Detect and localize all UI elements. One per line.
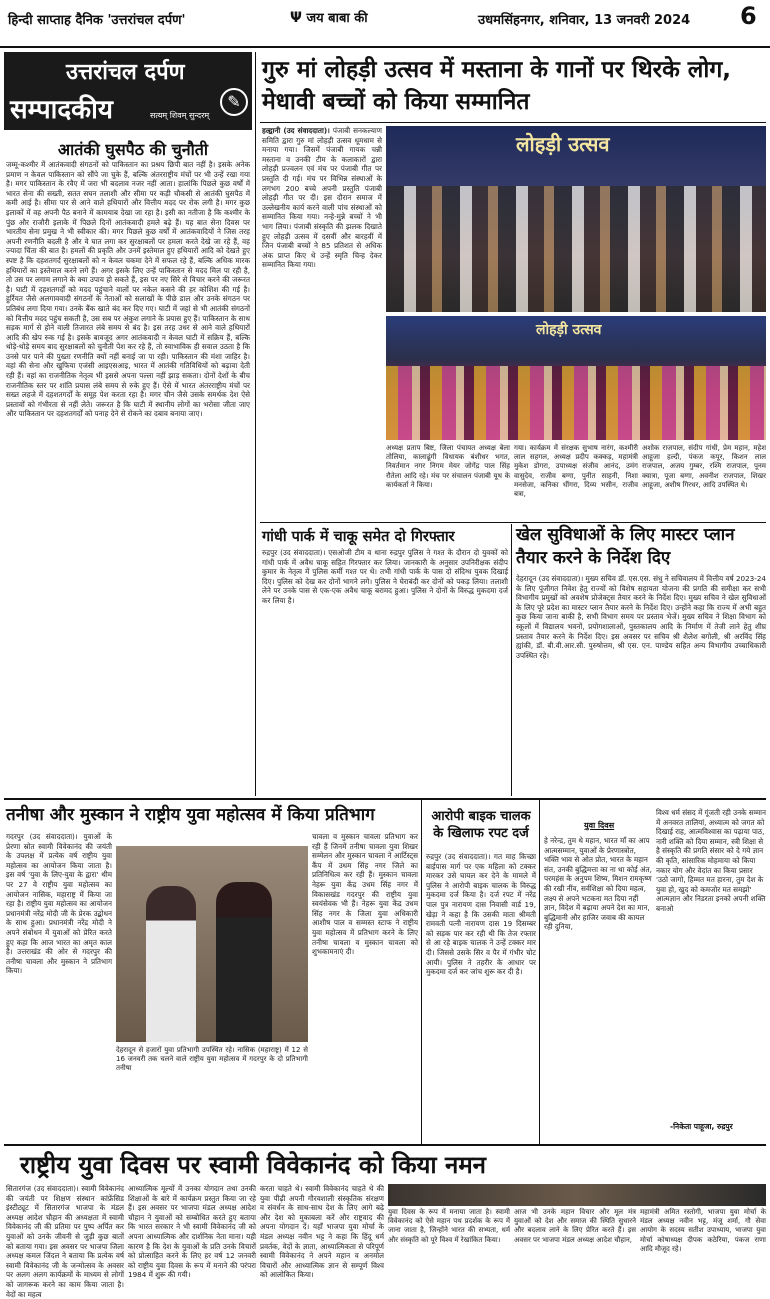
lohri-caption-3: अशोक राजपाल, संदीप गांधी, प्रेम महान, महेश आहूजा हल्दी, पंकज कपूर, किशन लाल राजपाल, अजय गुम्बर, रश्मि राजपाल, पूनम क्वात्रा, पूजा बग्गा, अवनीश राजपाल, शिखर आहूजा, अशीष गिरधर, आदि उपस्थित थे।	[642, 444, 766, 489]
lohri-body	[262, 126, 382, 520]
divider	[421, 800, 422, 1144]
lohri-caption-2: गया। कार्यक्रम में संरक्षक सुभाष नारंग, कश्मीरी लाल सहगल, अध्यक्ष प्रदीप कक्कड़, महामंत्री मुकेश डोगरा, उपाध्यक्ष संजीव आनंद, उमंग वासुदेव, राजीव बग्गा, पुनीत साहनी, निशा मनसेजा, कनिका धींगरा, दिव्य भसीन, राजीव बत्रा,	[514, 444, 638, 499]
sports-body: देहरादून (उद संवाददाता)। मुख्य सचिव डॉ. एस.एस. संधु ने सचिवालय में वित्तीय वर्ष 2023-24 के लिए पूंजीगत निवेश हेतु राज्यों को विशेष सहायता योजना की प्रगति की समीक्षा कर सभी विभागीय प्रमुखों को अवशेष प्रोजेक्ट्स तैयार करने के निर्देश दिए। मुख्य सचिव ने खेल सुविधाओं के लिए पूरे प्रदेश का मास्टर प्लान तैयार करने के निर्देश दिए। उन्होंने कहा कि राज्य में अभी बहुत कुछ किया जाना बाकी है, सभी विभाग समय पर प्रस्ताव भेजें। मुख्य सचिव ने शिक्षा विभाग को स्कूलों में विद्यालय भवनों, प्रयोगशालाओं, पुस्तकालय आदि के निर्माण में तेजी लाने हेतु शीघ्र प्रस्ताव तैयार करने के निर्देश दिए। इस अवसर पर सचिव श्री शैलेश बगोली, श्री अरविंद सिंह ह्यांकी, डॉ. बी.वी.आर.सी. पुरुषोत्तम, श्री एस. एन. पाण्डेय सहित अन्य विभागीय उच्चाधिकारी उपस्थित रहे।	[516, 574, 766, 660]
yuva-body: गदरपुर (उद संवाददाता)। युवाओं के प्रेरणा स्रोत स्वामी विवेकानंद की जयंती के उपलक्ष में प्रत्येक वर्ष राष्ट्रीय युवा महोत्सव का आयोजन किया जाता है। इस वर्ष 'युवा के लिए-युवा के द्वारा' थीम पर 27 वे राष्ट्रीय युवा महोत्सव का आयोजन नासिक, महाराष्ट्र में किया जा रहा है। राष्ट्रीय युवा महोत्सव का आयोजन प्रधानमंत्री नरेंद्र मोदी जी के प्रेरक उद्बोधन के साथ हुआ। प्रधानमंत्री नरेंद्र मोदी ने अपने संबोधन में युवाओं को प्रेरित करते हुए कहा कि आज भारत का अमृत काल है। उत्तराखंड की ओर से गदरपुर की तनीषा चावला और मुस्कान ने प्रतिभाग किया।	[6, 832, 112, 976]
divider	[260, 522, 766, 523]
lohri-photo-bottom	[386, 316, 766, 440]
editorial-brand: उत्तरांचल दर्पण	[66, 60, 185, 85]
paper-name: हिन्दी साप्ताह दैनिक 'उत्तरांचल दर्पण'	[8, 13, 186, 28]
vivekananda-col1: सितारगंज (उद संवाददाता)। स्वामी विवेकानंद की जयंती पर शिक्षण संस्थान कांफ्रेंसिड इंस्टीट्यूट में सितारगंज भाजपा के मंडल अध्यक्ष आदेश चौहान की अध्यक्षता में स्वामी विवेकानंद जी की प्रतिमा पर पुष्प अर्पित कर युवाओं को उनके जीवनी से जुड़ी कुछ बातों को बताया गया। इस अवसर पर भाजपा जिला अध्यक्ष कमल जिंदल ने बताया कि प्रत्येक वर्ष स्वामी विवेकानंद जी के जन्मोत्सव के अवसर पर अलग अलग कार्यक्रमों के माध्यम से लोगों को जागरूक करने का काम किया जाता है। वेदों का महत्व	[6, 1184, 124, 1299]
quill-icon: ✎	[220, 88, 248, 116]
knife-headline: गांधी पार्क में चाकू समेत दो गिरफ्तार	[262, 529, 455, 545]
bike-headline: आरोपी बाइक चालक के खिलाफ रपट दर्ज	[431, 809, 531, 841]
place-date: उधमसिंहनगर, शनिवार, 13 जनवरी 2024	[478, 13, 691, 28]
participant-right	[216, 882, 272, 1042]
poem-title: युवा दिवस	[584, 821, 615, 830]
divider	[255, 52, 256, 796]
vivekananda-caption-1: युवा दिवस के रूप में मनाया जाता है। स्वामी विवेकानंद को ऐसे महान पथ प्रदर्शक के रूप में जाना जाता है, जिन्होंने भारत की सभ्यता, धर्म और संस्कृति को पूरे विश्व में रेखांकित किया।	[388, 1208, 510, 1244]
dancers	[386, 366, 766, 440]
yuva-headline: तनीषा और मुस्कान ने राष्ट्रीय युवा महोत्सव में किया प्रतिभाग	[6, 805, 375, 825]
knife-body: रुद्रपुर (उद संवाददाता)। एसओजी टीम व थाना रुद्रपुर पुलिस ने गश्त के दौरान दो युवकों को गांधी पार्क में अवैध चाकू सहित गिरफ्तार कर लिया। जानकारी के अनुसार उपनिरीक्षक संदीप कुमार के नेतृत्व में पुलिस कर्मी गश्त पर थे। तभी गांधी पार्क के पास दो संदिग्ध युवक दिखाई दिए। पुलिस को देख कर दोनों भागने लगे। पुलिस ने घेराबंदी कर दोनों को पकड़ लिया। तलाशी लेने पर उनके पास से एक-एक अवैध चाकू बरामद हुआ। पुलिस ने दोनों के विरुद्ध मुकदमा दर्ज कर लिया है।	[262, 548, 508, 605]
page-number: 6	[740, 2, 757, 30]
lohri-body-text: पंजाबी सनकल्याण समिति द्वारा गुरु मां लोहड़ी उत्सव धूमधाम से मनाया गया। जिसमें पंजाबी गायक चन्नी मस्ताना व उनकी टीम के कलाकारों द्वारा लोहड़ी प्रज्वलन एवं मंच पर पंजाबी गीत पर प्रस्तुति दी गई। मंच पर विभिन्न संस्थाओं के लगभग 200 बच्चे अपनी प्रस्तुति पंजाबी लोहड़ी गीत पर दी। इस दौरान समाज में उल्लेखनीय कार्य करने वाली पांच संस्थाओं को सम्मानित किया गया। नन्हे-मुन्ने बच्चों ने भी भाग लिया। पंजाबी संस्कृति की झलक दिखाते हुए लोहड़ी उत्सव में दसवीं और बारहवीं में जिन पंजाबी बच्चों ने 85 प्रतिशत से अधिक अंक प्राप्त किए थे उन्हें स्मृति चिन्ह देकर सम्मानित किया गया।	[262, 126, 382, 270]
lohri-caption-1: अध्यक्ष प्रताप बिष्ट, जिला पंचायत अध्यक्ष बेला तोलिया, कालाढूंगी विधायक बंशीधर भगत, निवर्तमान नगर निगम मेयर जोगेंद्र पाल सिंह रौतेला आदि रहे। मंच पर संचालन पंजाबी यूथ के कार्यकर्ता ने किया।	[386, 444, 510, 489]
vivekananda-caption-3: महामंत्री अमित रस्तोगी, भाजपा युवा मोर्चा के मंडल अध्यक्ष नवीन भट्ट, मंजू शर्मा, गौ सेवा आयोग के सदस्य सतीश उपाध्याय, भाजपा युवा मोर्चा कोषाध्यक्ष दीपक कठेरिया, पंकज राणा आदि मौजूद रहे।	[640, 1208, 766, 1253]
vivekananda-photo	[388, 1184, 766, 1206]
vivekananda-headline: राष्ट्रीय युवा दिवस पर स्वामी विवेकानंद को किया नमन	[20, 1151, 486, 1179]
editorial-body: जम्मू-कश्मीर में आतंकवादी संगठनों को पाकिस्तान का प्रश्रय छिपी बात नहीं है। इसके अनेक प्रमाण न केवल पाकिस्तान को सौंपे जा चुके हैं, बल्कि अंतरराष्ट्रीय मंचों पर भी उन्हें रखा गया है। मगर पाकिस्तान के रवैए में जरा भी बदलाव नजर नहीं आता। हालांकि पिछले कुछ वर्षों में भारत सेना की सख्ती, सतत सघन तलाशी और सीमा पर कड़ी चौकसी से आतंकी घुसपैठ में कमी आई है। सीमा पार से आने वाले हथियारों और वित्तीय मदद पर रोक लगी है। मगर कुछ इलाकों में वह अपनी पैठ बनाने में कामयाब देखा जा रहा है। इसी का नतीजा है कि कश्मीर के पुंछ और राजौरी इलाके में पिछले दिनों आतंकवादी हमले बढ़े हैं। यह बात सेना दिवस पर भारतीय सेना प्रमुख ने भी स्वीकार की। मगर पिछले कुछ वर्षों में आतंकवादियों ने जिस तरह अपनी रणनीति बदली है और वे घात लगा कर सुरक्षाबलों पर हमला करते देखे जा रहे हैं, वह ज्यादा चिंता की बात है। हमलों की प्रकृति और उनमें इस्तेमाल हुए हथियारों आदि को देखते हुए स्पष्ट है कि दहशतगर्द सुरक्षाबलों को न केवल चकमा देने में सफल रहे हैं, बल्कि अधिक मारक हथियारों का इस्तेमाल करने लगे हैं। अगर इसके लिए उन्हें पाकिस्तान से मदद मिल पा रही है, तो उस पर लगाम लगाने के क्या उपाय हो सकते हैं, इस पर नए सिरे से विचार करने की जरूरत है। घाटी में दहशतगर्दों को मदद पहुंचाने वालों पर नकेल कसने की हर कोशिश की गई है। हुर्रियत जैसे अलगाववादी संगठनों के नेताओं को सलाखों के पीछे डाल और उनके संगठन पर प्रतिबंध लगा दिया गया। उनके बैंक खाते बंद कर दिए गए। घाटी में जहां से भी आतंकी संगठनों को वित्तीय मदद पहुंच सकती है, उस सब पर अंकुश लगाने के प्रयास हुए हैं। पाकिस्तान के साथ सड़क मार्ग से होने वाली तिजारत लंबे समय से बंद है। इस तरह उधर से आने वाले हथियारों आदि की खेप रुक गई है। इसके बावजूद अगर आतंकवादी न केवल घाटी में सक्रिय हैं, बल्कि थोड़े-थोड़े समय बाद सुरक्षाबलों को चुनौती पेश कर रहे हैं, तो स्वाभाविक ही सवाल उठता है कि उनसे पार पाने की पुख्ता रणनीति क्यों नहीं बनाई जा पा रही। पाकिस्तान की मंशा जाहिर है। वहां की सेना और खुफिया एजंसी आइएसआइ, भारत में आतंकी गतिविधियों को बढ़ावा देती रही हैं। वहां का राजनीतिक नेतृत्व भी इससे अपना पल्ला नहीं झाड़ सकता। दोनों देशों के बीच राजनीतिक स्तर पर शांति प्रयास लंबे समय से रुके हुए हैं। ऐसे में भारत अंतरराष्ट्रीय मंचों पर सख्त लहजे में दहशतगर्दों के समूह पेश करता रहा है। मगर चीन जैसे उसके समर्थक देश ऐसे प्रस्तावों को गंभीरता से नहीं लेते। जरूरत है कि घाटी में स्थानीय लोगों का भरोसा जीता जाए और पाकिस्तान पर दहशतगर्दों को पनाह देने से रोकने का दबाव बनाया जाए।	[6, 160, 250, 419]
bike-body: रुद्रपुर (उद संवाददाता)। गत माह किच्छा बाईपास मार्ग पर एक महिला को टक्कर मारकर उसे घायल कर देने के मामले में पुलिस ने आरोपी बाइक चालक के विरुद्ध मुकदमा दर्ज किया है। दर्ज रपट में नरेंद्र पाल पुत्र नारायण दास निवासी वार्ड 19, खेड़ा ने कहा है कि उसकी माता श्रीमती रामवती पत्नी नारायण दास 19 दिसम्बर को सड़क पार कर रही थी कि तेज रफ्तार से आ रहे बाइक चालक ने उन्हें टक्कर मार दी। जिससे उसके सिर व पैर में गंभीर चोट आयी। पुलिस ने तहरीर के आधार पर मुकदमा दर्ज कर जांच शुरू कर दी है।	[426, 852, 536, 977]
editorial-headline: आतंकी घुसपैठ की चुनौती	[57, 140, 209, 159]
vivekananda-col2: आध्यात्मिक मूल्यों में उनका योगदान तथा उनकी शिक्षाओं के बारे में कार्यक्रम प्रस्तुत किया जा रहे हैं। इस अवसर पर भाजपा मंडल अध्यक्ष आदेश चौहान ने युवाओं को सम्बोधित करते हुए बताया कि भारत सरकार ने भी स्वामी विवेकानंद जी को अपना आध्यात्मिक और दार्शनिक नेता माना। यही कारण है कि देश के युवाओं के प्रति उनके विचारों को प्रोत्साहित करने के लिए हर वर्ष 12 जनवरी को राष्ट्रीय युवा दिवस के रूप में मनाने की परंपरा 1984 में शुरू की गयी।	[128, 1184, 256, 1280]
editorial-tagline: सत्यम् शिवम् सुन्दरम्	[150, 111, 210, 120]
divider	[539, 800, 540, 1144]
yuva-photo-caption: देहरादून से हजारों युवा प्रतिभागी उपस्थित रहे। नासिक (महाराष्ट्र) में 12 से 16 जनवरी तक चलने वाले राष्ट्रीय युवा महोत्सव में गदरपुर के दो प्रतिभागी तनीषा	[116, 1046, 308, 1073]
divider	[4, 1144, 766, 1146]
editorial-box	[4, 52, 252, 130]
lohri-dateline: हल्द्वानी (उद संवाददाता)।	[262, 126, 330, 135]
lohri-headline: गुरु मां लोहड़ी उत्सव में मस्ताना के गानों पर थिरके लोग, मेधावी बच्चों को किया सम्मानित	[262, 57, 732, 115]
motto: Ψ जय बाबा की	[290, 10, 368, 26]
stage-people	[386, 186, 766, 312]
lohri-photo-top	[386, 126, 766, 312]
lohri-banner-mid: लोहड़ी उत्सव	[536, 322, 602, 338]
poem-author: -निकेता पाहूजा, रुद्रपुर	[670, 1122, 733, 1131]
editorial-section: सम्पादकीय	[10, 95, 113, 125]
vivekananda-col3: करता चाहते थे। स्वामी विवेकानंद चाहते थे की युवा पीढ़ी अपनी गौरवशाली संस्कृतिक संरक्षण व संवर्धन के साथ-साथ देश के लिए आगे बढ़े और देश को मुकाबला करें और राष्ट्रवाद की अपना योगदान दें। यहाँ भाजपा युवा मोर्चा के मंडल अध्यक्ष नवीन भट्ट ने कहा कि हिंदू धर्म प्रवर्तक, वेदों के ज्ञाता, आध्यात्मिकता से परिपूर्ण स्वामी विवेकानंद ने अपने महान व अनमोल विचारों और आध्यात्मिक ज्ञान से सम्पूर्ण विश्व को आलोकित किया।	[260, 1184, 384, 1280]
sports-headline: खेल सुविधाओं के लिए मास्टर प्लान तैयार करने के निर्देश दिए	[516, 525, 735, 568]
poem-col2: विश्व धर्म संसद में गूंजती रही उनके सम्मान में अनवरत तालियां, अध्यात्म को जगत को दिखाई राह, आत्मविश्वास का पढ़ाया पाठ, नारी शक्ति को दिया सम्मान, स्त्री शिक्षा से है संस्कृति की प्रगति संसार को दे गये ज्ञान की कृति, सांसारिक मोहमाया को किया नकार योग और वेदांत का किया प्रसार 'उठो जागो, हिम्मत मत हारना, तुम देश के युवा हो, खुद को कमजोर मत समझो' आत्मज्ञान और निडरता इनको अपनी शक्ति बनाओ	[656, 808, 767, 913]
masthead	[0, 0, 770, 48]
trident-icon: Ψ	[290, 10, 302, 26]
participant-left	[146, 886, 196, 1042]
divider	[511, 524, 512, 796]
poem-col1: हे नरेन्द्र, तुम थे महान, भारत माँ का आप आत्मसम्मान, युवाओं के प्रेरणास्त्रोत, भक्ति भाव से ओत प्रोत, भारत के महान संत, उनकी बुद्धिमत्ता का ना था कोई अंत, परमहंस के अनुपम शिष्य, मिशन रामकृष्ण की रखी नींव, सर्वशिक्षा को दिया महत्व, लक्ष्य से अपने भटकना मत दिया नहीं ज्ञान, विदेश में बढ़ाया अपने देश का मान, बुद्धिमानी और हाजिर जवाब की कायल रही दुनिया,	[544, 836, 652, 932]
yuva-col3: चावला व मुस्कान चावला प्रतिभाग कर रही हैं जिनमें तनीषा चावला युवा शिखर सम्मेलन और मुस्कान चावला ने आर्टिस्ट्स कैंप में उधम सिंह नगर जिले का प्रतिनिधित्व कर रही हैं। मुस्कान चावला नेहरू युवा केंद्र उधम सिंह नगर में विकासखंड गदरपुर की राष्ट्रीय युवा स्वयंसेवक भी हैं। नेहरू युवा केंद्र उधम सिंह नगर के जिला युवा अधिकारी आशीष पाल व सम्मस्त स्टाफ ने राष्ट्रीय युवा महोत्सव में प्रतिभाग करने के लिए तनीषा चावला व मुस्कान चावला को शुभकामनाएं दी।	[312, 832, 418, 957]
lohri-banner-top: लोहड़ी उत्सव	[516, 132, 610, 156]
yuva-photo	[116, 846, 308, 1042]
vivekananda-caption-2: आज भी उनके महान विचार और मूल मंत्र युवाओं को देश और समाज की स्थिति सुधारने और बदलाव लाने के लिए प्रेरित करते हैं। इस अवसर पर भाजपा मंडल अध्यक्ष आदेश चौहान,	[514, 1208, 636, 1244]
divider	[4, 798, 766, 800]
divider	[260, 122, 766, 123]
